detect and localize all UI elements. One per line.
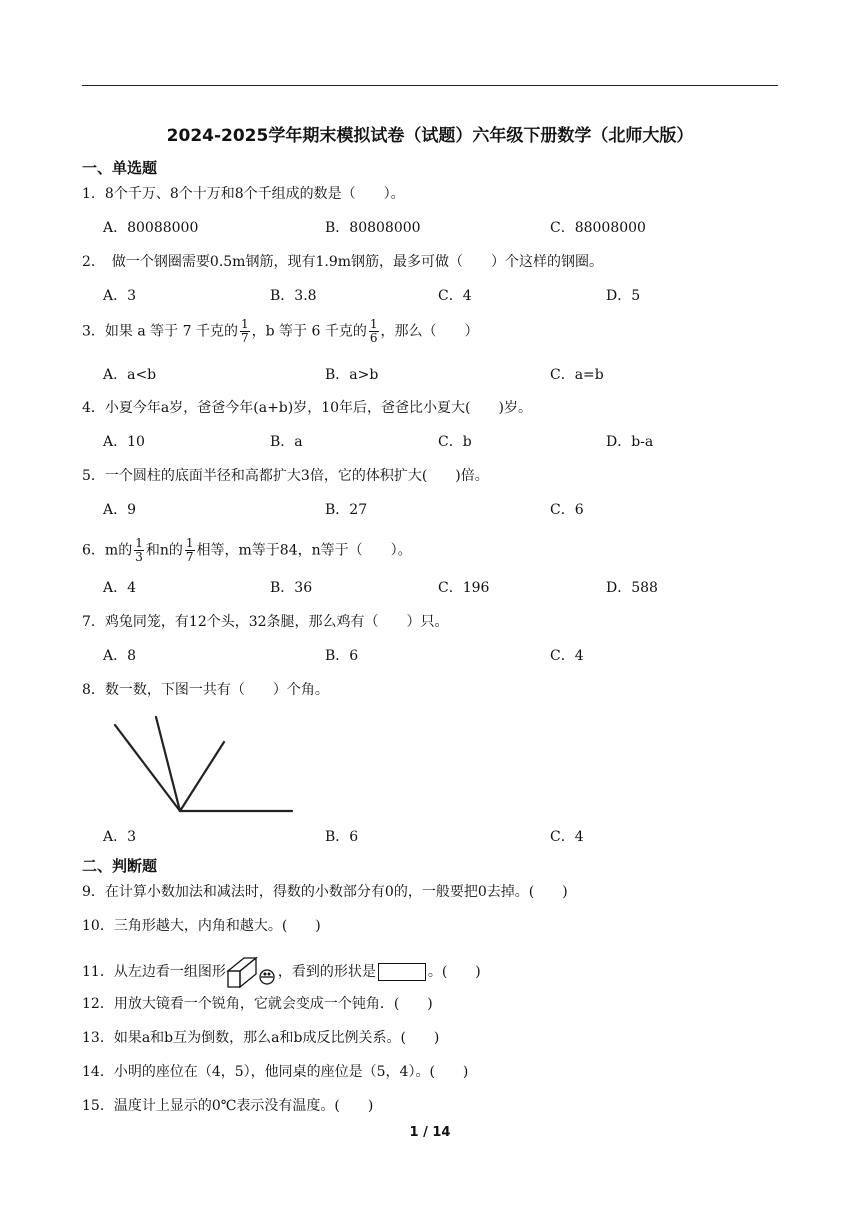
question-text-part: ，b 等于 6 千克的 [251, 323, 367, 340]
question-text-part: 从左边看一组图形 [113, 964, 226, 980]
q8-option-c[interactable]: C．4 [550, 829, 584, 845]
question-number: 1． [82, 186, 105, 202]
section-single-choice: 一、单选题 [82, 159, 158, 177]
question-2 [82, 252, 603, 272]
q4-option-d[interactable]: D．b-a [606, 434, 654, 450]
section-true-false: 二、判断题 [82, 857, 158, 875]
question-10 [82, 916, 321, 936]
q8-option-a[interactable]: A．3 [103, 829, 137, 845]
question-text-part: m的 [104, 542, 133, 559]
q5-option-b[interactable]: B．27 [325, 502, 368, 518]
question-text: 如果a和b互为倒数，那么a和b成反比例关系。( ) [113, 1030, 440, 1046]
question-text-part: 如果 a 等于 7 千克的 [104, 323, 238, 340]
question-14 [82, 1062, 468, 1082]
cuboid-and-ball-figure [226, 955, 278, 989]
cuboid-front-face [228, 971, 240, 987]
question-13 [82, 1028, 439, 1048]
q7-option-b[interactable]: B．6 [325, 648, 359, 664]
question-number: 6． [82, 542, 105, 559]
question-number: 13． [82, 1030, 114, 1046]
q6-option-d[interactable]: D．588 [606, 580, 658, 596]
question-number: 8． [82, 682, 105, 698]
fraction-one-seventh: $\frac{1}{7}$ [240, 317, 249, 345]
angle-rays-figure [100, 710, 300, 820]
page-title: 2024-2025学年期末模拟试卷（试题）六年级下册数学（北师大版） [166, 126, 694, 146]
question-text: 数一数，下图一共有（ ）个角。 [104, 682, 329, 698]
question-number: 12． [82, 996, 114, 1012]
question-text: 用放大镜看一个锐角，它就会变成一个钝角．( ) [113, 996, 433, 1012]
question-6 [82, 537, 412, 564]
question-1 [82, 184, 405, 204]
question-number: 14． [82, 1064, 114, 1080]
q2-option-d[interactable]: D．5 [606, 288, 641, 304]
q8-option-b[interactable]: B．6 [325, 829, 359, 845]
q3-option-c[interactable]: C．a=b [550, 367, 604, 383]
q3-option-a[interactable]: A．a<b [103, 367, 157, 383]
question-text: 在计算小数加法和减法时，得数的小数部分有0的，一般要把0去掉。( ) [104, 884, 568, 900]
q6-option-c[interactable]: C．196 [438, 580, 490, 596]
q7-option-a[interactable]: A．8 [103, 648, 137, 664]
question-7 [82, 612, 449, 632]
question-text-part: ，看到的形状是 [277, 964, 376, 980]
q1-option-c[interactable]: C．88008000 [550, 220, 646, 236]
question-12 [82, 994, 433, 1014]
q7-option-c[interactable]: C．4 [550, 648, 584, 664]
question-number: 7． [82, 614, 105, 630]
cuboid-side-face [240, 958, 256, 987]
question-number: 9． [82, 884, 105, 900]
question-text-part: 和n的 [145, 542, 183, 559]
question-text-part: 。( ) [427, 964, 481, 980]
rectangle-answer-shape [378, 963, 426, 981]
question-5 [82, 466, 489, 486]
q5-option-c[interactable]: C．6 [550, 502, 584, 518]
question-9 [82, 882, 568, 902]
fraction-one-seventh: $\frac{1}{7}$ [185, 536, 194, 564]
fraction-one-third: $\frac{1}{3}$ [135, 536, 143, 564]
q4-option-b[interactable]: B．a [270, 434, 303, 450]
question-3 [82, 318, 479, 345]
question-number: 2． [82, 254, 98, 270]
question-text: 温度计上显示的0℃表示没有温度。( ) [113, 1098, 374, 1114]
fraction-one-sixth: $\frac{1}{6}$ [369, 317, 378, 345]
question-number: 10． [82, 918, 114, 934]
question-number: 3． [82, 323, 105, 340]
q2-option-a[interactable]: A．3 [103, 288, 137, 304]
question-4 [82, 398, 532, 418]
question-number: 4． [82, 400, 105, 416]
page-number: 1 / 14 [409, 1125, 451, 1140]
question-15 [82, 1096, 373, 1116]
q5-option-a[interactable]: A．9 [103, 502, 137, 518]
q1-option-a[interactable]: A．80088000 [103, 220, 199, 236]
question-8 [82, 680, 329, 700]
question-11 [82, 955, 481, 989]
question-text-part: 相等，m等于84，n等于（ ）。 [196, 542, 412, 559]
q4-option-c[interactable]: C．b [438, 434, 472, 450]
question-number: 15． [82, 1098, 114, 1114]
question-text: 小明的座位在（4，5），他同桌的座位是（5，4）。( ) [113, 1064, 469, 1080]
question-text: 8个千万、8个十万和8个千组成的数是（ ）。 [104, 186, 405, 202]
q3-option-b[interactable]: B．a>b [325, 367, 379, 383]
q2-option-c[interactable]: C．4 [438, 288, 472, 304]
ball-dot [268, 973, 270, 975]
q1-option-b[interactable]: B．80808000 [325, 220, 421, 236]
question-text: 小夏今年a岁，爸爸今年(a+b)岁，10年后，爸爸比小夏大( )岁。 [104, 400, 532, 416]
q6-option-a[interactable]: A．4 [103, 580, 137, 596]
question-text: 一个圆柱的底面半径和高都扩大3倍，它的体积扩大( )倍。 [104, 468, 489, 484]
header-rule [82, 85, 778, 86]
question-text: 鸡兔同笼，有12个头，32条腿，那么鸡有（ ）只。 [104, 614, 449, 630]
question-text: 做一个钢圈需要0.5m钢筋，现有1.9m钢筋，最多可做（ ）个这样的钢圈。 [97, 254, 604, 270]
ray-right-diagonal [180, 742, 224, 811]
q6-option-b[interactable]: B．36 [270, 580, 313, 596]
question-number: 11． [82, 964, 114, 980]
q4-option-a[interactable]: A．10 [103, 434, 145, 450]
q2-option-b[interactable]: B．3.8 [270, 288, 317, 304]
ball-dot [264, 973, 266, 975]
question-number: 5． [82, 468, 105, 484]
question-text: 三角形越大，内角和越大。( ) [113, 918, 321, 934]
question-text-part: ，那么（ ） [380, 323, 479, 340]
ray-left [115, 725, 180, 811]
